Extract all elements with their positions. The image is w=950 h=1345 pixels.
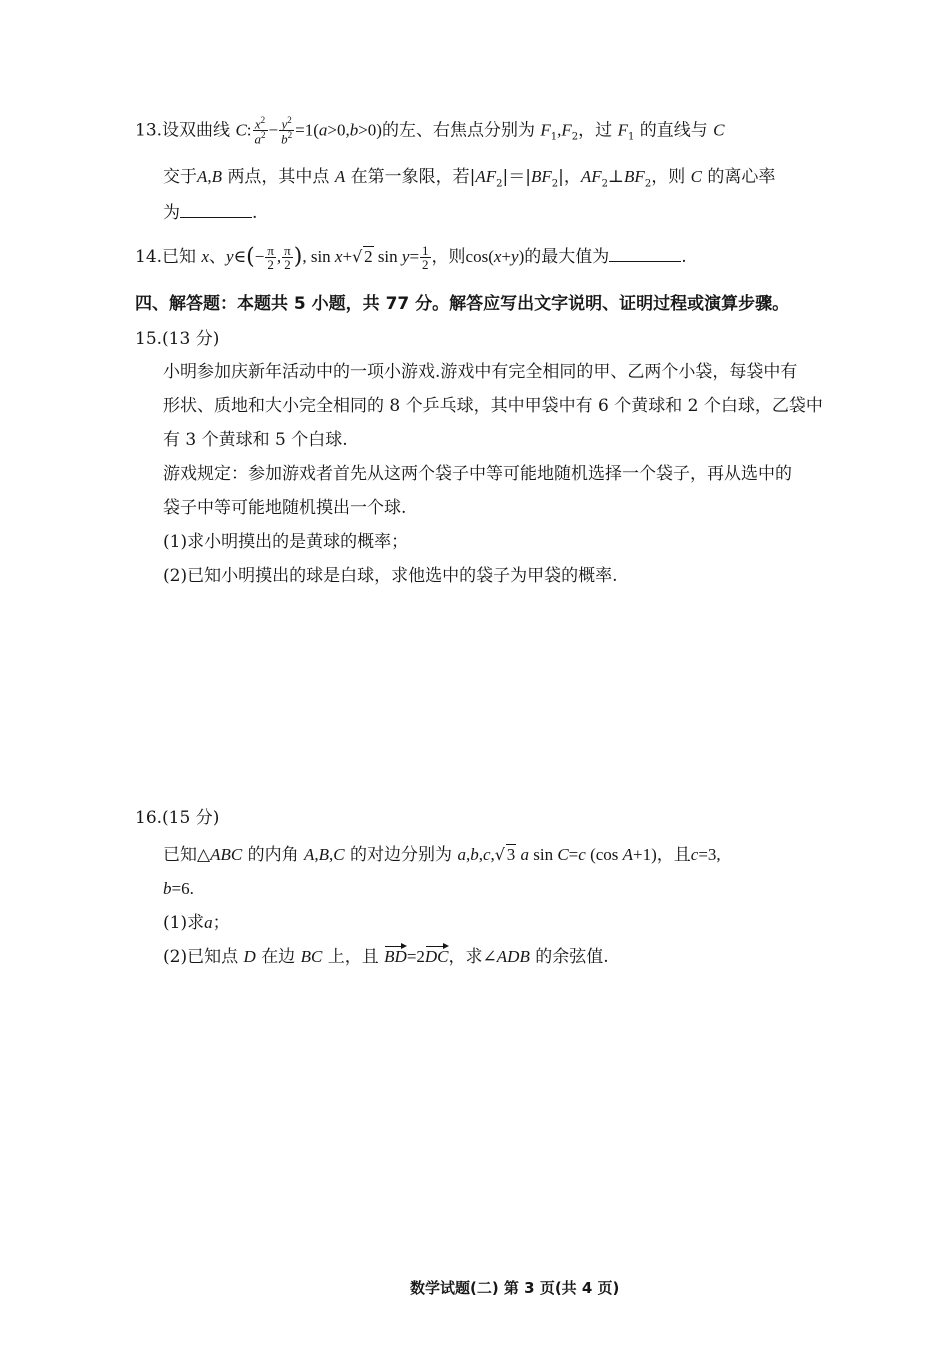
question-13-line-2: 交于A,B 两点，其中点 A 在第一象限，若$|AF_2|=|BF_2|$，$AF_2\perp BF_2$，则 C 的离心率	[163, 167, 776, 190]
q13-text: |，	[558, 167, 581, 187]
question-15-header: 15.(13 分)	[135, 329, 220, 349]
q16-text: 的内角	[247, 845, 299, 865]
question-13-number: 13.	[135, 120, 163, 141]
page-footer: 数学试题(二) 第 3 页(共 4 页)	[410, 1279, 620, 1297]
q16-text: ；	[212, 913, 230, 933]
q16-text: 的余弦值.	[535, 947, 609, 967]
question-14-line-1: 14.已知 x、y∈(− $\frac{\pi}{2}$ , $\frac{\pi}{2}$ ), sin x+√ 2 sin y= $\frac{1}{2}$ ，则cos(x+y)的最大值为 .	[135, 244, 687, 271]
q13-text: ⊥	[608, 167, 625, 187]
q13-text: |＝|	[502, 167, 531, 187]
question-14-number: 14.	[135, 247, 163, 267]
q16-text: ，且	[656, 845, 691, 865]
q16-line-1: 已知△ABC 的内角 A,B,C 的对边分别为 a,b,c,√ 3 a sin C=c (cos A+1)，且c=3,	[163, 843, 721, 867]
q16-line-2: b=6.	[163, 879, 194, 898]
q16-text: 的对边分别为	[350, 845, 453, 865]
q16-text: (2)已知点	[163, 947, 239, 967]
q14-text: 已知	[162, 247, 197, 267]
q13-text: ，过	[578, 120, 613, 141]
q14-text: ，则	[431, 247, 466, 267]
question-16-header: 16.(15 分)	[135, 808, 220, 828]
q15-line-5: 袋子中等可能地随机摸出一个球.	[163, 498, 407, 518]
hyperbola-equation: C	[235, 120, 247, 140]
fraction-pi-2: $\frac{\pi}{2}$	[284, 243, 291, 272]
q13-text: 在第一象限，若|	[350, 167, 476, 187]
q15-line-2: 形状、质地和大小完全相同的 8 个乒乓球，其中甲袋中有 6 个黄球和 2 个白球，乙袋中	[163, 396, 823, 416]
question-13-line-1: 13.设双曲线 C: $\frac{x^2}{a^2}$ − $\frac{y^2}{b^2}$ =1(a>0,b>0)的左、右焦点分别为 $F_1,F_2$，过 $F_1$ 的直线与 C	[135, 115, 725, 147]
q13-text: 设双曲线	[162, 120, 231, 141]
q14-text: .	[681, 247, 687, 267]
q16-text: 上，且	[327, 947, 379, 967]
q15-part-2: (2)已知小明摸出的球是白球，求他选中的袋子为甲袋的概率.	[163, 566, 618, 586]
q16-text: (1)求	[163, 913, 205, 933]
vector-dc: DC	[425, 945, 449, 969]
fraction-1-2: $\frac{1}{2}$	[422, 243, 429, 272]
q14-text: 的最大值为	[524, 247, 610, 267]
fraction-y2-b2: $\frac{y^2}{b^2}$	[281, 115, 293, 147]
q13-text: 两点，其中点	[227, 167, 330, 187]
q13-text: 的直线与	[639, 120, 708, 141]
q13-text: .	[252, 203, 258, 223]
q16-text: 已知△	[163, 845, 211, 865]
q16-part-1: (1)求a；	[163, 913, 230, 933]
q13-text: 为	[163, 203, 180, 223]
q15-line-1: 小明参加庆新年活动中的一项小游戏.游戏中有完全相同的甲、乙两个小袋，每袋中有	[163, 362, 798, 382]
q13-text: 的左、右焦点分别为	[381, 120, 535, 141]
answer-blank-14[interactable]	[609, 245, 681, 262]
fraction-pi-2: $\frac{\pi}{2}$	[267, 243, 274, 272]
q16-part-2: (2)已知点 D 在边 BC 上，且 BD=2DC，求∠ADB 的余弦值.	[163, 947, 609, 967]
q15-line-3: 有 3 个黄球和 5 个白球.	[163, 430, 348, 450]
section-4-heading: 四、解答题：本题共 5 小题，共 77 分。解答应写出文字说明、证明过程或演算步骤。	[135, 294, 790, 314]
q16-text: 在边	[261, 947, 296, 967]
q15-line-4: 游戏规定：参加游戏者首先从这两个袋子中等可能地随机选择一个袋子，再从选中的	[163, 464, 792, 484]
q15-part-1: (1)求小明摸出的是黄球的概率；	[163, 532, 409, 552]
question-13-line-3	[163, 201, 257, 225]
q16-text: ，求∠	[448, 947, 497, 967]
vector-bd: BD	[384, 945, 407, 969]
answer-blank-13[interactable]	[180, 201, 252, 218]
q13-text: 的离心率	[707, 167, 776, 187]
q13-text: ，则	[651, 167, 686, 187]
fraction-x2-a2: $\frac{x^2}{a^2}$	[254, 115, 266, 147]
q13-text: 交于	[163, 167, 197, 187]
